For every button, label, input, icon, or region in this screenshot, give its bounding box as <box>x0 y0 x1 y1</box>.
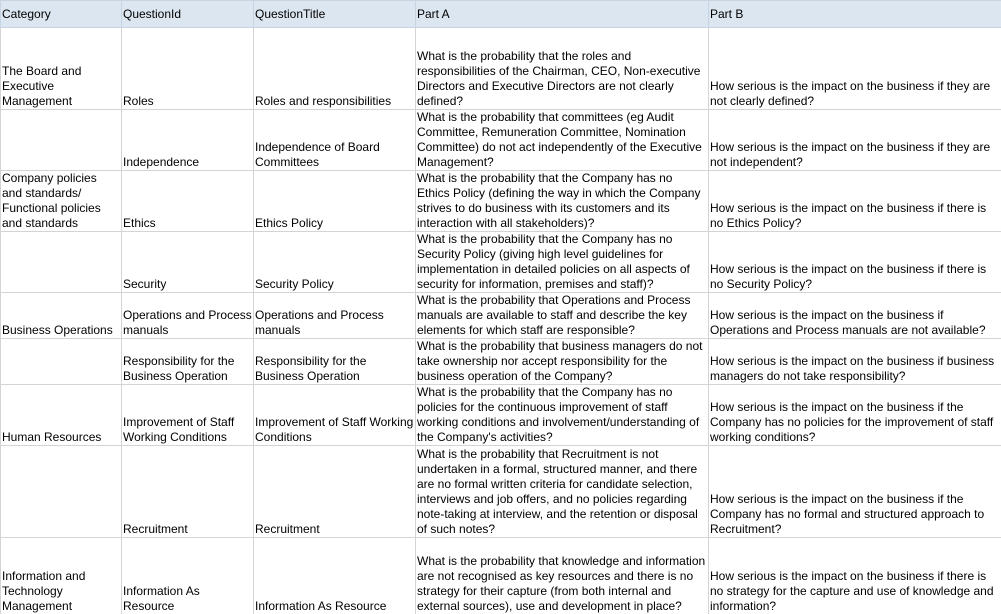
cell-question-id[interactable]: Operations and Process manuals <box>122 293 254 339</box>
cell-part-b[interactable]: How serious is the impact on the business if the Company has no policies for the improvement of staff working conditions? <box>709 385 1001 446</box>
cell-part-b[interactable]: How serious is the impact on the business if they are not independent? <box>709 110 1001 171</box>
column-header-question-title[interactable]: QuestionTitle <box>254 1 416 28</box>
cell-category[interactable]: Information and Technology Management <box>1 538 122 614</box>
table-row <box>1 339 1001 385</box>
cell-part-a[interactable]: What is the probability that the Company has no policies for the continuous improvement of staff working conditions and involvement/understanding of the Company's activities? <box>416 385 709 446</box>
cell-question-id[interactable]: Information As Resource <box>122 538 254 614</box>
table-row <box>1 232 1001 293</box>
cell-part-a[interactable]: What is the probability that the roles and responsibilities of the Chairman, CEO, Non-executive Directors and Executive Directors are not clearly defined? <box>416 28 709 110</box>
cell-category[interactable]: Human Resources <box>1 385 122 446</box>
cell-category[interactable]: Business Operations <box>1 293 122 339</box>
cell-part-a[interactable]: What is the probability that the Company has no Ethics Policy (defining the way in which the Company strives to do business with its customers and its interaction with all stakeholders)? <box>416 171 709 232</box>
cell-part-a[interactable]: What is the probability that the Company has no Security Policy (giving high level guidelines for implementation in detailed policies on all aspects of security for information, premises and staff)? <box>416 232 709 293</box>
cell-category[interactable] <box>1 232 122 293</box>
cell-part-b[interactable]: How serious is the impact on the business if Operations and Process manuals are not available? <box>709 293 1001 339</box>
table-row <box>1 293 1001 339</box>
column-header-question-id[interactable]: QuestionId <box>122 1 254 28</box>
cell-question-title[interactable]: Roles and responsibilities <box>254 28 416 110</box>
table-row <box>1 28 1001 110</box>
cell-question-title[interactable]: Security Policy <box>254 232 416 293</box>
cell-part-a[interactable]: What is the probability that committees (eg Audit Committee, Remuneration Committee, Nomination Committee) do not act independently of the Executive Management? <box>416 110 709 171</box>
cell-question-id[interactable]: Recruitment <box>122 446 254 538</box>
cell-question-id[interactable]: Roles <box>122 28 254 110</box>
cell-category[interactable] <box>1 339 122 385</box>
cell-question-title[interactable]: Recruitment <box>254 446 416 538</box>
table-row <box>1 446 1001 538</box>
cell-part-b[interactable]: How serious is the impact on the business if there is no strategy for the capture and use of knowledge and information? <box>709 538 1001 614</box>
cell-question-id[interactable]: Security <box>122 232 254 293</box>
cell-category[interactable]: The Board and Executive Management <box>1 28 122 110</box>
cell-question-id[interactable]: Responsibility for the Business Operation <box>122 339 254 385</box>
cell-part-b[interactable]: How serious is the impact on the business if there is no Ethics Policy? <box>709 171 1001 232</box>
cell-part-b[interactable]: How serious is the impact on the business if they are not clearly defined? <box>709 28 1001 110</box>
cell-part-a[interactable]: What is the probability that knowledge and information are not recognised as key resources and there is no strategy for their capture (from both internal and external sources), use and development in place? <box>416 538 709 614</box>
table-row <box>1 171 1001 232</box>
cell-question-id[interactable]: Independence <box>122 110 254 171</box>
cell-question-title[interactable]: Independence of Board Committees <box>254 110 416 171</box>
cell-question-title[interactable]: Ethics Policy <box>254 171 416 232</box>
header-row <box>1 1 1001 28</box>
cell-question-title[interactable]: Information As Resource <box>254 538 416 614</box>
cell-part-b[interactable]: How serious is the impact on the business if there is no Security Policy? <box>709 232 1001 293</box>
cell-category[interactable] <box>1 446 122 538</box>
cell-part-a[interactable]: What is the probability that Recruitment is not undertaken in a formal, structured manner, and there are no formal written criteria for candidate selection, interviews and job offers, and no policies regarding note-taking at interview, and the retention or disposal of such notes? <box>416 446 709 538</box>
column-header-category[interactable]: Category <box>1 1 122 28</box>
table-row <box>1 385 1001 446</box>
table-row <box>1 110 1001 171</box>
table-row <box>1 538 1001 614</box>
cell-part-a[interactable]: What is the probability that business managers do not take ownership nor accept responsibility for the business operation of the Company? <box>416 339 709 385</box>
cell-question-title[interactable]: Responsibility for the Business Operation <box>254 339 416 385</box>
cell-category[interactable] <box>1 110 122 171</box>
column-header-part-a[interactable]: Part A <box>416 1 709 28</box>
cell-question-title[interactable]: Improvement of Staff Working Conditions <box>254 385 416 446</box>
cell-part-a[interactable]: What is the probability that Operations and Process manuals are available to staff and describe the key elements for which staff are responsible? <box>416 293 709 339</box>
cell-question-id[interactable]: Improvement of Staff Working Conditions <box>122 385 254 446</box>
cell-question-id[interactable]: Ethics <box>122 171 254 232</box>
cell-category[interactable]: Company policies and standards/ Functional policies and standards <box>1 171 122 232</box>
cell-part-b[interactable]: How serious is the impact on the business if business managers do not take responsibility? <box>709 339 1001 385</box>
column-header-part-b[interactable]: Part B <box>709 1 1001 28</box>
cell-part-b[interactable]: How serious is the impact on the business if the Company has no formal and structured approach to Recruitment? <box>709 446 1001 538</box>
cell-question-title[interactable]: Operations and Process manuals <box>254 293 416 339</box>
